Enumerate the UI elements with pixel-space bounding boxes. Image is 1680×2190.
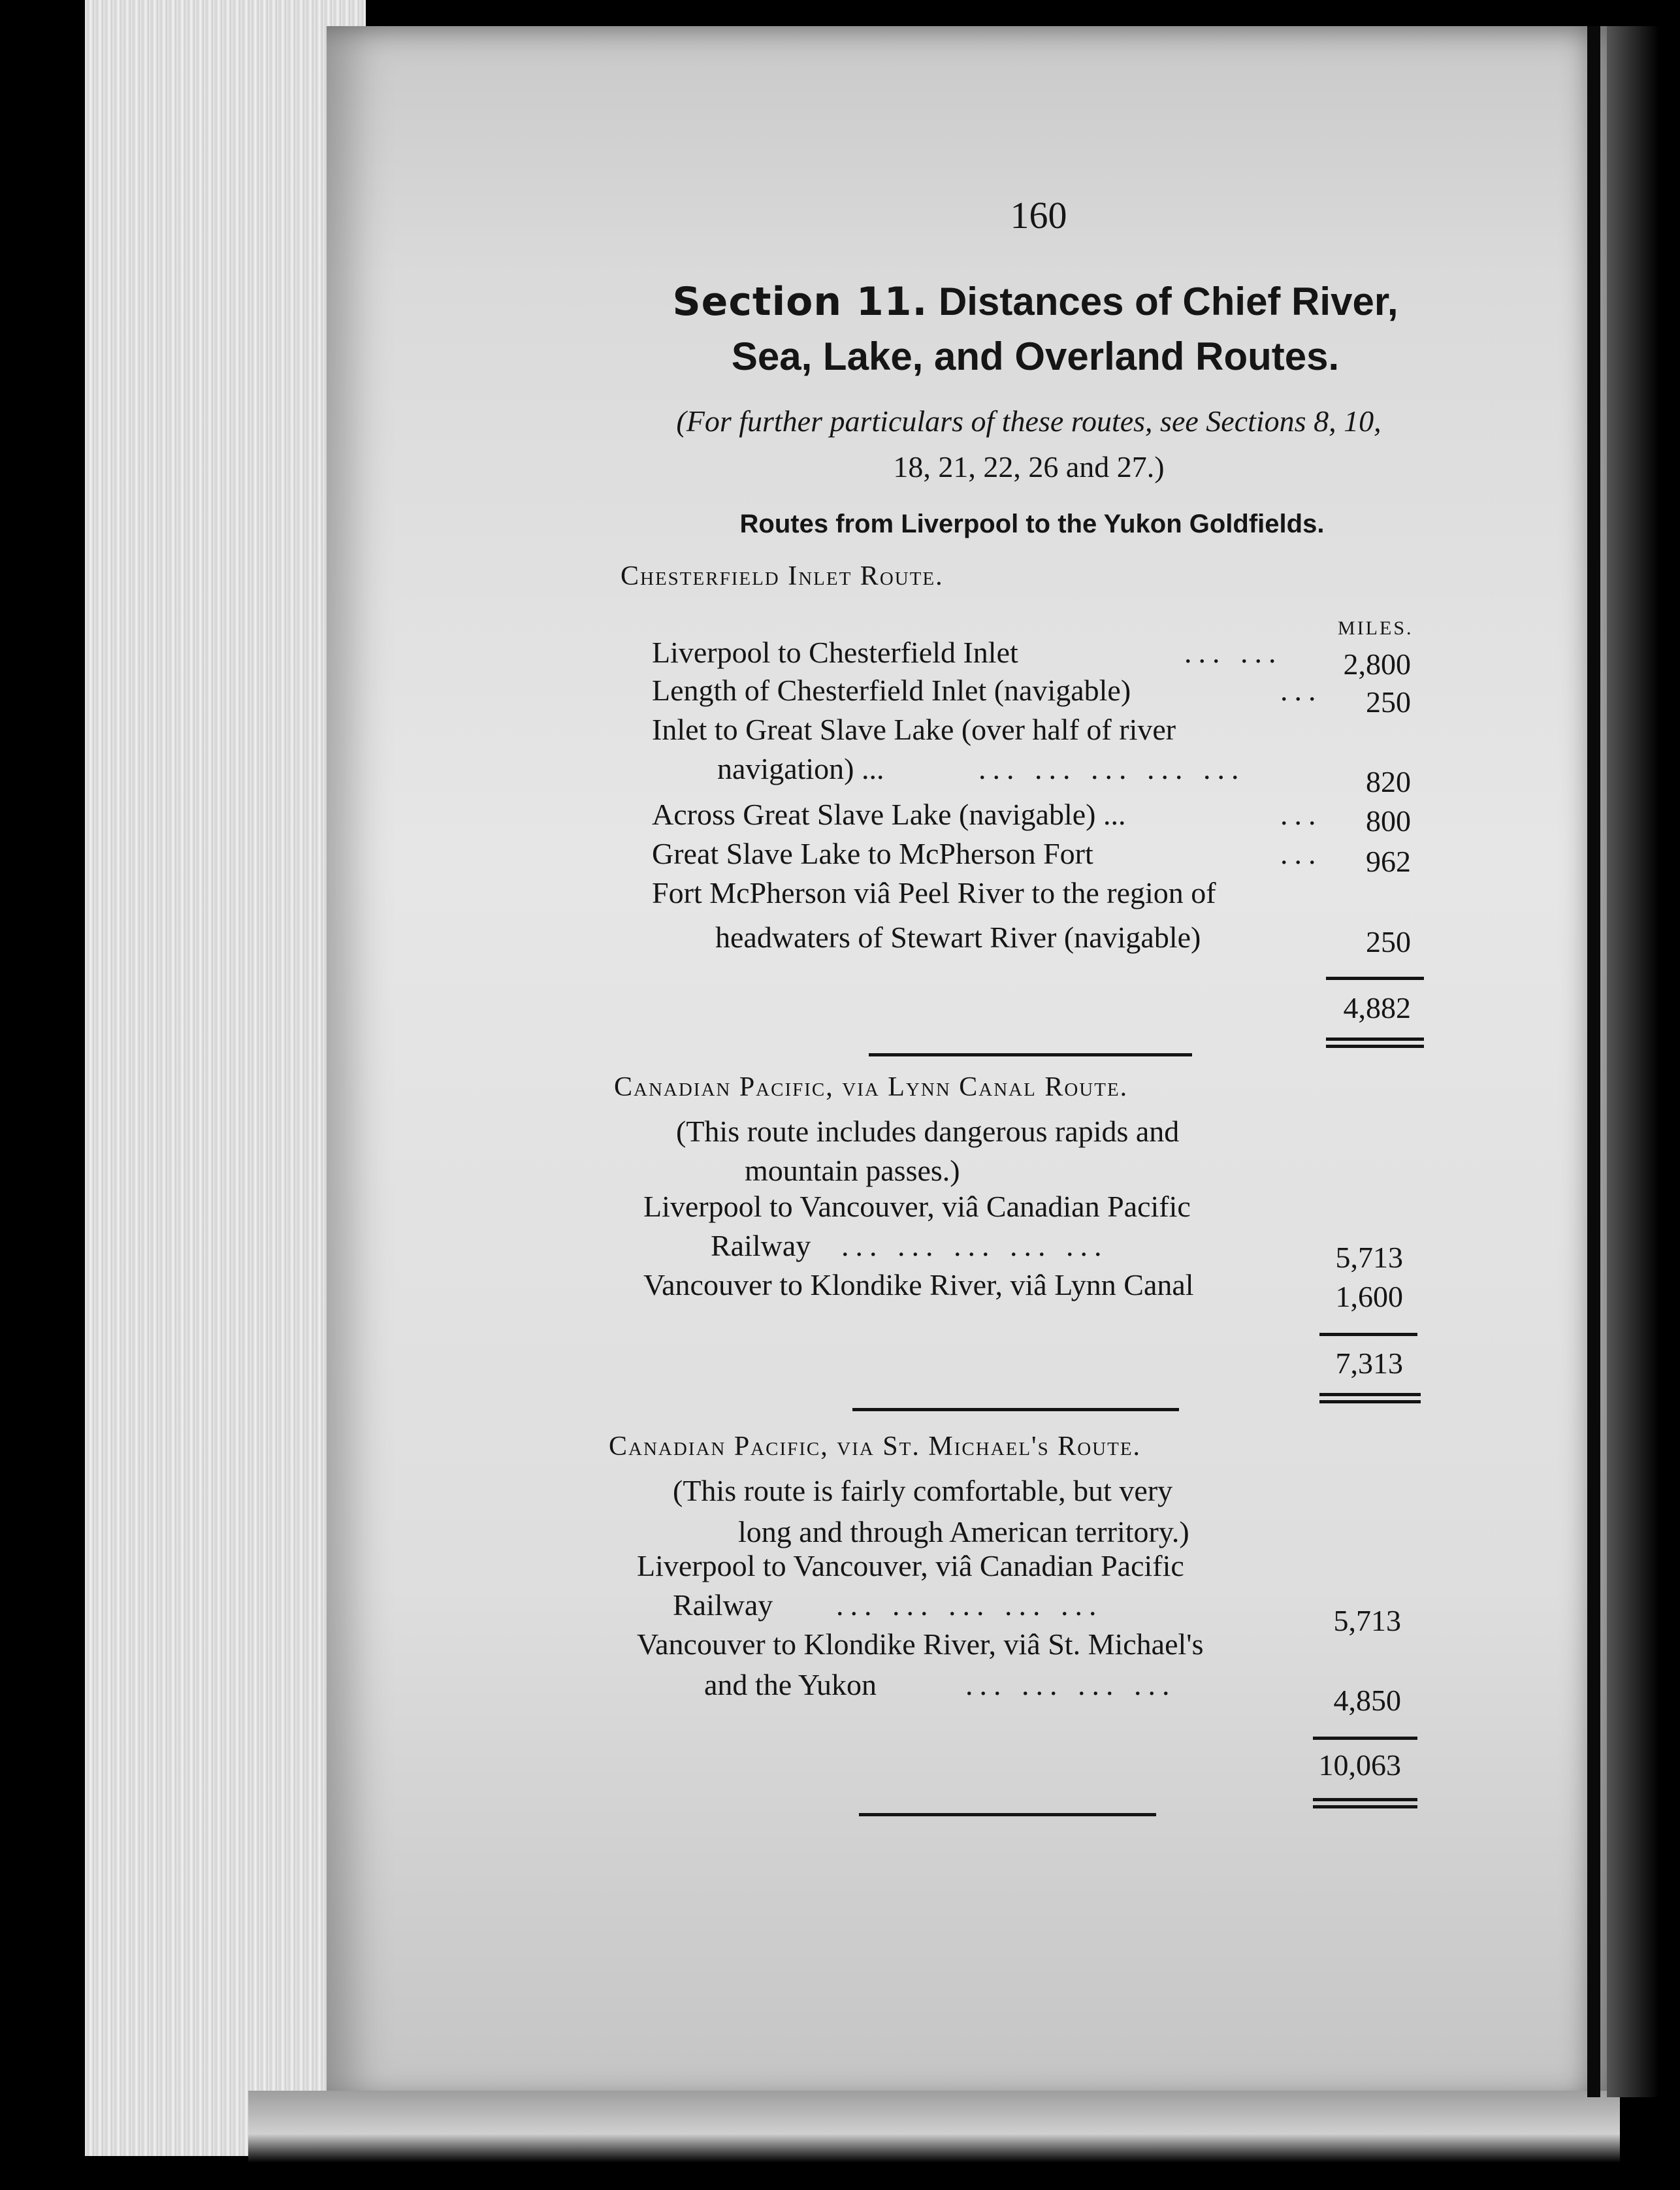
- route1-entry-5: [652, 836, 1323, 871]
- entry-text: Fort McPherson viâ Peel River to the region of: [652, 876, 1216, 909]
- route1-entry-6-miles: 250: [1366, 925, 1411, 958]
- entry-text: Vancouver to Klondike River, viâ St. Michael's: [637, 1627, 1204, 1661]
- leader-dots: ... ... ... ... ...: [841, 1229, 1108, 1262]
- total-double-rule: [1319, 1393, 1421, 1403]
- page-number: 160: [1010, 194, 1067, 237]
- route2-entry-1-miles: 5,713: [1335, 1241, 1403, 1274]
- section-divider: [852, 1408, 1179, 1411]
- routes-subheading: Routes from Liverpool to the Yukon Goldfields.: [739, 510, 1325, 538]
- route2-total: 7,313: [1335, 1347, 1403, 1380]
- section-title-line2: Sea, Lake, and Overland Routes.: [731, 335, 1340, 378]
- route-title-st-michaels: Canadian Pacific, via St. Michael's Route.: [609, 1431, 1142, 1462]
- reference-note: [614, 399, 1444, 490]
- entry-text-cont: Railway: [711, 1229, 811, 1262]
- miles-column-header: MILES.: [1338, 617, 1413, 639]
- route2-entry-1-cont: [711, 1228, 1108, 1263]
- route3-entry-2-miles: 4,850: [1333, 1684, 1401, 1717]
- entry-text: Liverpool to Chesterfield Inlet: [652, 636, 1018, 669]
- leader-dots: ... ... ... ...: [965, 1668, 1176, 1701]
- route-title-chesterfield: Chesterfield Inlet Route.: [621, 561, 944, 591]
- route2-note-line2: mountain passes.): [745, 1154, 960, 1187]
- route2-entry-2: [643, 1267, 1194, 1302]
- section-title-line1: Distances of Chief River,: [938, 280, 1398, 323]
- next-page-edge: [1607, 26, 1659, 2097]
- page-bottom-shadow: [248, 2091, 1620, 2163]
- route1-entry-4: [652, 797, 1323, 832]
- sum-rule: [1319, 1333, 1417, 1336]
- section-label: Section 11.: [672, 279, 928, 325]
- total-double-rule: [1326, 1038, 1424, 1048]
- leader-dots: ...: [1280, 837, 1323, 870]
- route3-note-line2: long and through American territory.): [738, 1515, 1189, 1548]
- route3-note-line1: (This route is fairly comfortable, but very: [673, 1474, 1173, 1507]
- book-page-edges: [85, 0, 366, 2156]
- reference-note-line2: 18, 21, 22, 26 and 27.): [893, 450, 1165, 483]
- route1-total: 4,882: [1343, 991, 1411, 1024]
- leader-dots: ...: [1280, 798, 1323, 831]
- route1-entry-1-miles: 2,800: [1343, 647, 1411, 681]
- route3-total: 10,063: [1318, 1748, 1401, 1782]
- route3-entry-1: [637, 1548, 1184, 1583]
- entry-text: Inlet to Great Slave Lake (over half of river: [652, 713, 1176, 746]
- leader-dots: ...: [1280, 674, 1323, 707]
- route1-entry-2: [652, 673, 1323, 708]
- entry-text: Length of Chesterfield Inlet (navigable): [652, 674, 1131, 707]
- route3-entry-2-cont: [704, 1667, 1176, 1702]
- entry-text: Liverpool to Vancouver, viâ Canadian Pacific: [643, 1190, 1191, 1223]
- entry-text-cont: headwaters of Stewart River (navigable): [715, 921, 1201, 954]
- total-double-rule: [1313, 1798, 1417, 1808]
- section-heading: [621, 274, 1450, 384]
- leader-dots: ... ... ... ... ...: [978, 752, 1246, 785]
- route3-entry-1-miles: 5,713: [1333, 1604, 1401, 1637]
- section-divider: [869, 1053, 1192, 1056]
- section-divider: [859, 1813, 1156, 1816]
- route2-entry-1: [643, 1189, 1191, 1224]
- route2-note-line1: (This route includes dangerous rapids and: [676, 1115, 1180, 1148]
- route3-entry-2: [637, 1627, 1204, 1661]
- route1-entry-5-miles: 962: [1366, 845, 1411, 878]
- gutter-line: [1587, 26, 1600, 2097]
- route1-entry-3-cont: [717, 751, 1246, 786]
- entry-text: Vancouver to Klondike River, viâ Lynn Canal: [643, 1268, 1194, 1301]
- entry-text: Across Great Slave Lake (navigable) ...: [652, 798, 1126, 831]
- route1-entry-3-miles: 820: [1366, 765, 1411, 798]
- route1-entry-3: [652, 712, 1176, 747]
- route1-entry-4-miles: 800: [1366, 804, 1411, 838]
- entry-text-cont: and the Yukon: [704, 1668, 877, 1701]
- leader-dots: ... ...: [1184, 636, 1283, 669]
- route1-entry-6-cont: [715, 920, 1201, 955]
- reference-note-line1: (For further particulars of these routes, see Sections 8, 10,: [676, 404, 1381, 438]
- sum-rule: [1326, 977, 1424, 980]
- entry-text: Great Slave Lake to McPherson Fort: [652, 837, 1093, 870]
- route-title-lynn-canal: Canadian Pacific, via Lynn Canal Route.: [614, 1072, 1129, 1102]
- entry-text-cont: Railway: [673, 1588, 773, 1622]
- route1-entry-1: [652, 635, 1283, 670]
- route3-entry-1-cont: [673, 1588, 1103, 1622]
- leader-dots: ... ... ... ... ...: [836, 1588, 1103, 1622]
- entry-text: Liverpool to Vancouver, viâ Canadian Pacific: [637, 1549, 1184, 1582]
- sum-rule: [1313, 1737, 1417, 1740]
- entry-text-cont: navigation) ...: [717, 752, 884, 785]
- route2-entry-2-miles: 1,600: [1335, 1280, 1403, 1313]
- route1-entry-6: [652, 875, 1216, 910]
- route1-entry-2-miles: 250: [1366, 685, 1411, 719]
